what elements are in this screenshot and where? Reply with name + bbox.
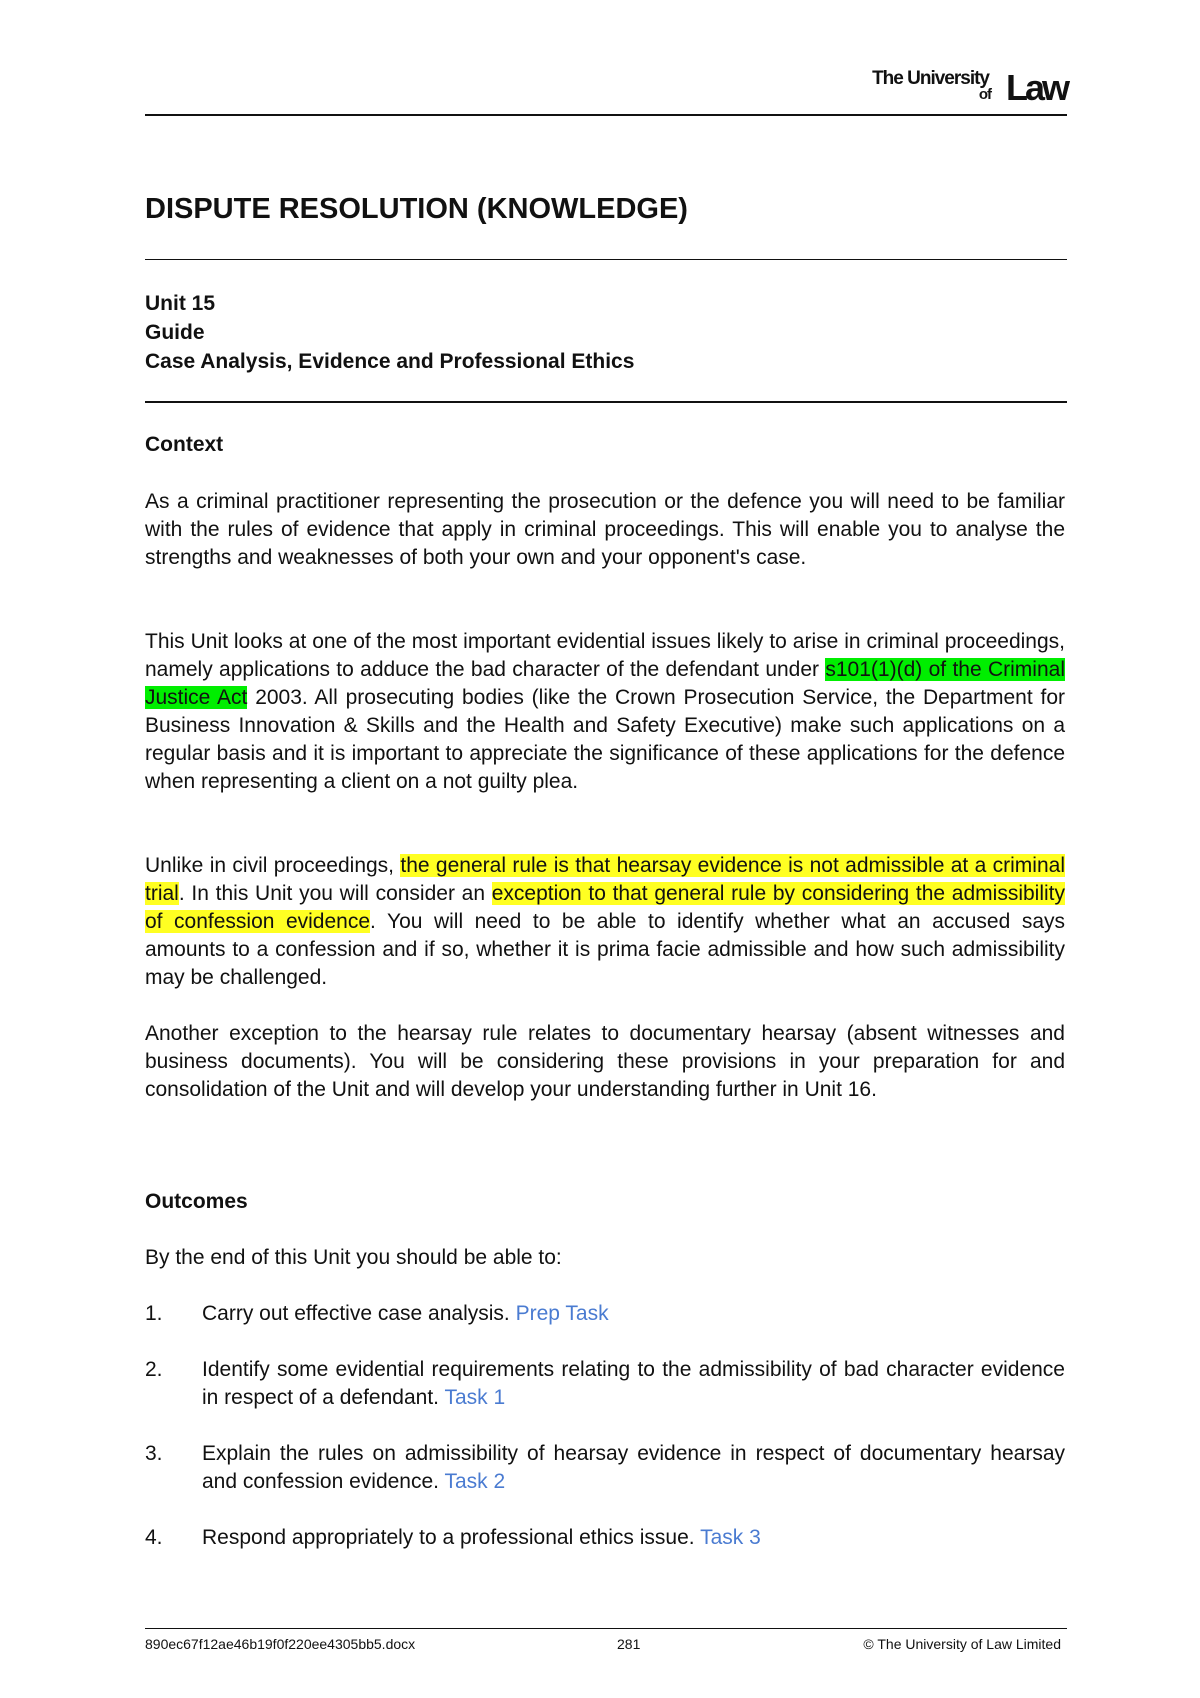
unit-rule — [145, 401, 1067, 403]
context-heading: Context — [145, 433, 224, 456]
task-link-2[interactable]: Task 2 — [444, 1470, 506, 1493]
context-p2-text-a: This Unit looks at one of the most important evidential issues likely to arise in criminal proceedings, namely applications to adduce the bad character of the defendant under — [145, 630, 1065, 681]
context-p3-text-b: . In this Unit you will consider an — [178, 882, 492, 905]
document-title: DISPUTE RESOLUTION (KNOWLEDGE) — [145, 193, 688, 225]
university-logo — [847, 66, 1067, 106]
outcomes-intro: By the end of this Unit you should be able to: — [145, 1246, 562, 1269]
footer-rule — [145, 1628, 1067, 1629]
unit-type: Guide — [145, 321, 205, 344]
task-link-1[interactable]: Task 1 — [444, 1386, 506, 1409]
outcome-number: 1. — [145, 1302, 163, 1325]
unit-subtitle: Case Analysis, Evidence and Professional Ethics — [145, 350, 635, 373]
outcome-number: 4. — [145, 1526, 163, 1549]
title-rule — [145, 259, 1067, 260]
task-link-prep[interactable]: Prep Task — [515, 1302, 609, 1325]
footer-page-number: 281 — [617, 1636, 641, 1652]
context-paragraph-1: As a criminal practitioner representing the prosecution or the defence you will need to be familiar with the rules of evidence that apply in criminal proceedings. This will enable you to analyse the strengths and weaknesses of both your own and your opponent's case. — [145, 490, 1065, 569]
unit-info — [145, 289, 634, 376]
outcome-description: Carry out effective case analysis. — [202, 1302, 516, 1325]
highlight-criminal-justice-act: s101(1)(d) of the Criminal Justice Act — [145, 658, 1065, 709]
context-paragraph-2 — [145, 628, 1065, 796]
highlight-confession-exception: exception to that general rule by considering the admissibility of confession evidence — [145, 882, 1065, 933]
header-rule — [145, 114, 1067, 116]
task-link-3[interactable]: Task 3 — [700, 1526, 761, 1549]
outcome-text — [202, 1524, 1065, 1552]
outcomes-heading: Outcomes — [145, 1190, 248, 1213]
unit-number: Unit 15 — [145, 292, 216, 315]
outcome-number: 3. — [145, 1442, 163, 1465]
highlight-hearsay-rule: the general rule is that hearsay evidence is not admissible at a criminal trial — [145, 854, 1065, 905]
outcome-text — [202, 1356, 1065, 1412]
outcome-description: Explain the rules on admissibility of hearsay evidence in respect of documentary hearsay and confession evidence. — [202, 1442, 1065, 1493]
outcome-text — [202, 1440, 1065, 1496]
context-p3-text-c: . You will need to be able to identify whether what an accused says amounts to a confession and if so, whether it is prima facie admissible and how such admissibility may be challenged. — [145, 910, 1065, 989]
logo-line-1: The University — [872, 68, 989, 89]
logo-line-3: Law — [1005, 67, 1067, 108]
context-p2-text-b: 2003. All prosecuting bodies (like the Crown Prosecution Service, the Department for Business Innovation & Skills and the Health and Safety Executive) make such applications on a regular basis and it is important to appreciate the significance of these applications for the defence when representing a client on a not guilty plea. — [145, 686, 1065, 793]
context-p3-text-a: Unlike in civil proceedings, — [145, 854, 401, 877]
outcome-text — [202, 1300, 1065, 1328]
footer-copyright: © The University of Law Limited — [863, 1636, 1061, 1652]
outcome-description: Identify some evidential requirements relating to the admissibility of bad character evidence in respect of a defendant. — [202, 1358, 1065, 1409]
logo-line-2: of — [978, 86, 991, 103]
outcome-number: 2. — [145, 1358, 163, 1381]
context-paragraph-4: Another exception to the hearsay rule relates to documentary hearsay (absent witnesses and business documents). You will be considering these provisions in your preparation for and consolidation of the Unit and will develop your understanding further in Unit 16. — [145, 1022, 1065, 1101]
outcome-description: Respond appropriately to a professional ethics issue. — [202, 1526, 701, 1549]
footer-filename: 890ec67f12ae46b19f0f220ee4305bb5.docx — [145, 1636, 416, 1652]
context-paragraph-3 — [145, 852, 1065, 992]
